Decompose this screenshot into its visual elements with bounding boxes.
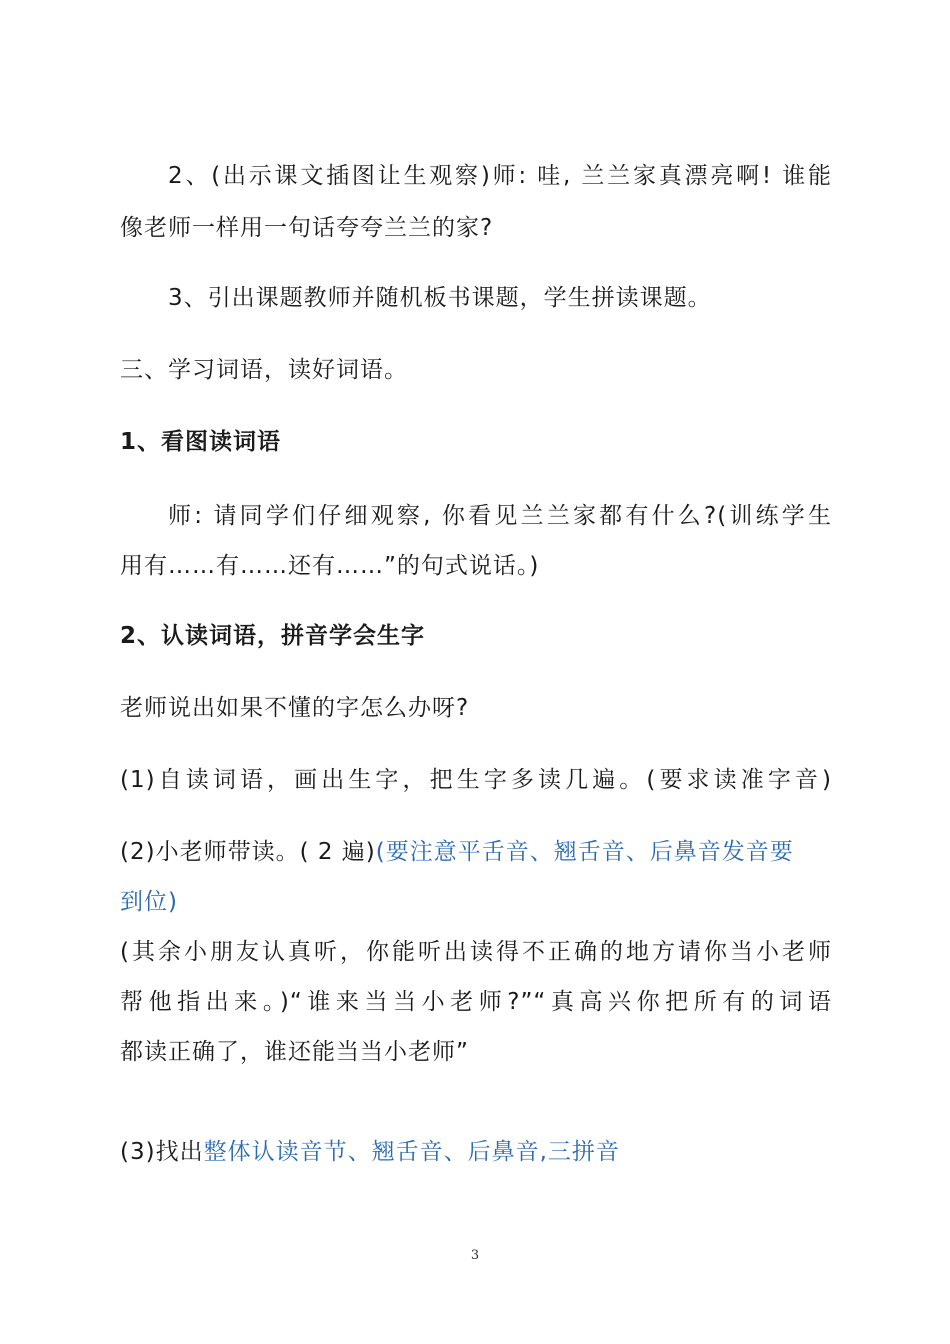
list-item-2-note: (要注意平舌音、翘舌音、后鼻音发音要	[375, 839, 794, 865]
list-item-3-text: (3)找出	[120, 1139, 204, 1165]
list-item-2-line-2: 到位)	[120, 889, 178, 915]
paragraph-3-line-1: 师: 请同学们仔细观察, 你看见兰兰家都有什么?(训练学生	[168, 503, 832, 529]
paragraph-5-line-2: 帮他指出来。)“谁来当当小老师?”“真高兴你把所有的词语	[120, 989, 832, 1015]
paragraph-4: 老师说出如果不懂的字怎么办呀?	[120, 695, 470, 721]
section-heading-3: 三、学习词语，读好词语。	[120, 357, 408, 383]
paragraph-3-line-2: 用有……有……还有……”的句式说话。)	[120, 553, 540, 579]
list-item-3	[120, 1136, 832, 1168]
paragraph-5-line-1: (其余小朋友认真听，你能听出读得不正确的地方请你当小老师	[120, 939, 832, 965]
list-item-1: (1)自读词语，画出生字，把生字多读几遍。(要求读准字音)	[120, 767, 832, 793]
paragraph-1-line-1: 2、(出示课文插图让生观察)师: 哇, 兰兰家真漂亮啊! 谁能	[168, 163, 832, 189]
heading-look-read-words: 1、看图读词语	[120, 429, 282, 455]
page-number: 3	[470, 1248, 480, 1263]
list-item-2-line-1	[120, 836, 832, 868]
heading-recognize-words: 2、认读词语，拼音学会生字	[120, 623, 426, 649]
paragraph-5-line-3: 都读正确了，谁还能当当小老师”	[120, 1039, 469, 1065]
list-item-3-highlight: 整体认读音节、翘舌音、后鼻音,三拼音	[203, 1139, 620, 1165]
list-item-2-text: (2)小老师带读。( 2 遍)	[120, 839, 376, 865]
paragraph-1-line-2: 像老师一样用一句话夸夸兰兰的家?	[120, 215, 494, 241]
paragraph-2: 3、引出课题教师并随机板书课题，学生拼读课题。	[168, 285, 712, 311]
